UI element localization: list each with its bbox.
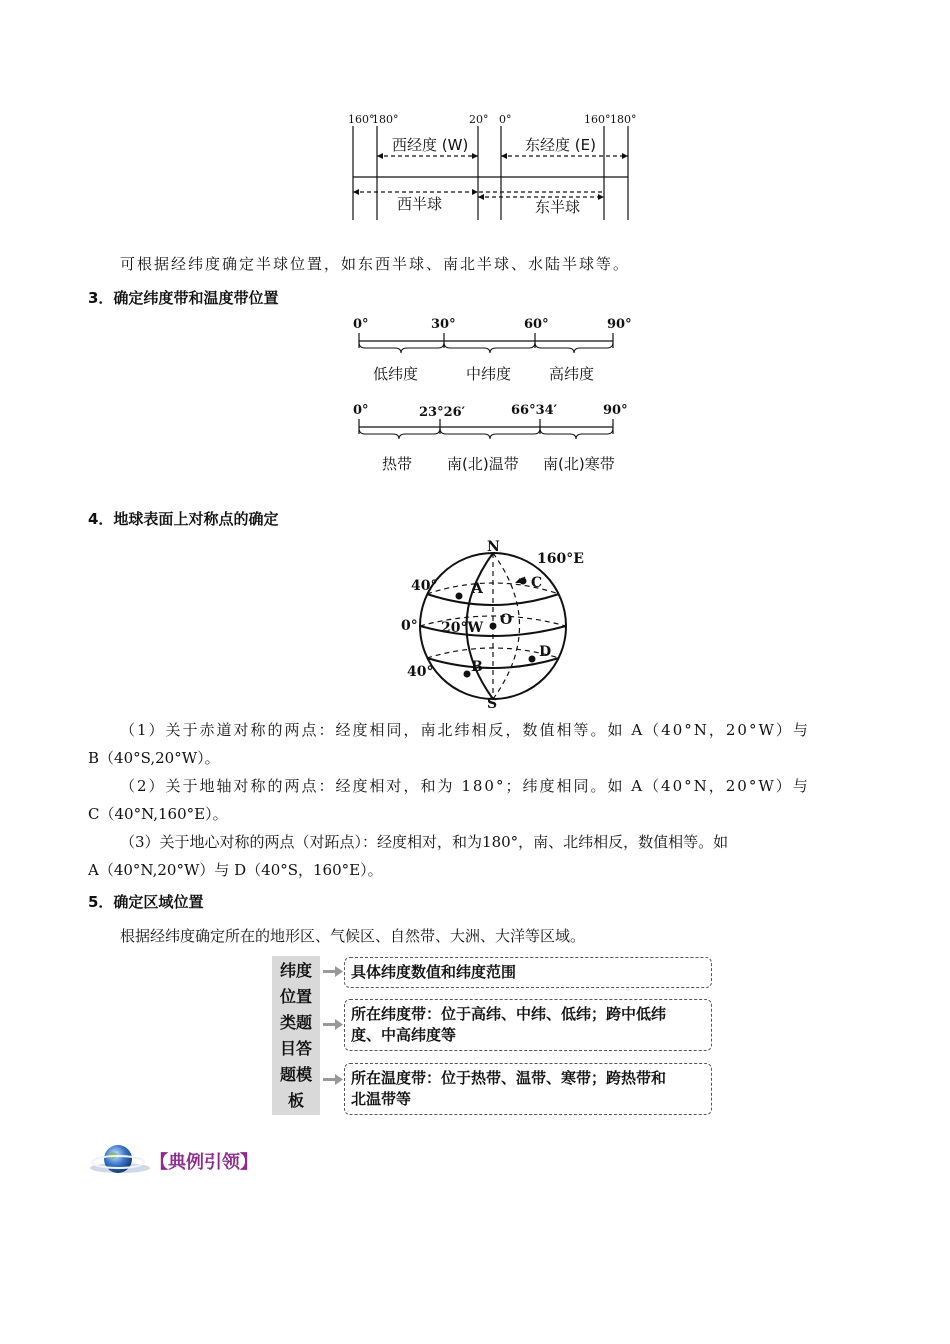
west-longitude-label: 西经度 (W) [392,136,469,154]
symmetry-axis-line1: （2）关于地轴对称的两点：经度相对，和为 180°；纬度相同。如 A（40°N，20°W）与 [120,777,810,795]
temp-tick-90: 90° [603,403,628,418]
template-box2-line1: 所在纬度带：位于高纬、中纬、低纬；跨中低纬 [351,1005,667,1023]
deg-20: 20° [469,113,489,126]
template-box1-text: 具体纬度数值和纬度范围 [351,963,517,981]
deg-180-right: 180° [610,113,637,126]
paragraph-region: 根据经纬度确定所在的地形区、气候区、自然带、大洲、大洋等区域。 [120,927,586,945]
lat-40n-label: 40° [411,578,438,594]
arrow-to-box2-head [335,1019,343,1030]
north-pole-label: N [487,539,500,555]
temp-tick-0: 0° [353,403,369,418]
tropic-zone-label: 热带 [382,455,413,473]
point-c-label: C [531,575,543,591]
lat-40s-label: 40° [407,664,434,680]
center-o-label: O [500,612,513,628]
template-title-line: 题模 [279,1065,312,1084]
lat-tick-30: 30° [431,317,456,332]
east-longitude-label: 东经度 (E) [525,136,596,154]
heading-section-4: 4．地球表面上对称点的确定 [88,510,279,528]
equator-label: 0° [401,618,418,634]
answer-template-title [272,956,320,1115]
template-title-line: 位置 [279,987,312,1006]
temperate-zone-label: 南(北)温带 [447,455,519,473]
deg-160-left: 160° [348,113,375,126]
arrow-to-box3-head [335,1074,343,1085]
template-box-temperature-zone [344,1063,712,1115]
template-title-line: 纬度 [279,961,312,980]
heading-section-3: 3．确定纬度带和温度带位置 [88,289,279,307]
south-pole-label: S [487,696,498,708]
symmetry-equator-line1: （1）关于赤道对称的两点：经度相同，南北纬相反，数值相等。如 A（40°N，20°W）与 [120,721,810,739]
lon-160e-label: 160°E [537,551,584,567]
latitude-zones-diagram [345,310,645,390]
heading-section-5: 5．确定区域位置 [88,893,204,911]
temperature-zones-diagram [345,396,645,478]
template-box2-line2: 度、中高纬度等 [351,1026,457,1044]
hemisphere-diagram [340,108,640,224]
frigid-zone-label: 南(北)寒带 [543,455,615,473]
lat-tick-90: 90° [607,317,632,332]
point-d-label: D [539,644,552,660]
west-hemisphere-label: 西半球 [397,195,443,213]
temp-tick-66-34: 66°34′ [511,403,558,418]
symmetry-axis-line2: C（40°N,160°E）。 [88,805,228,823]
symmetry-center-line1: （3）关于地心对称的两点（对跖点）：经度相对，和为180°，南、北纬相反，数值相等。如 [120,833,729,851]
east-hemisphere-label: 东半球 [535,198,581,216]
arrow-to-box1-head [335,966,343,977]
temp-tick-23-26: 23°26′ [419,405,466,420]
point-a-label: A [472,581,483,597]
globe-diagram [395,536,595,708]
high-latitude-label: 高纬度 [549,365,595,383]
deg-160-right: 160° [584,113,611,126]
arrow-to-box1-shaft [323,970,337,973]
template-box-latitude-zone [344,999,712,1051]
lat-tick-0: 0° [353,317,369,332]
deg-0: 0° [499,113,512,126]
template-box-latitude-value [344,957,712,988]
paragraph-hemisphere: 可根据经纬度确定半球位置，如东西半球、南北半球、水陆半球等。 [120,255,631,273]
symmetry-center-line2: A（40°N,20°W）与 D（40°S，160°E）。 [88,861,383,879]
arrow-to-box3-shaft [323,1078,337,1081]
symmetry-equator-line2: B（40°S,20°W）。 [88,749,220,767]
lon-20w-label: 20°W [441,620,484,636]
template-title-line: 目答 [279,1039,312,1058]
lat-tick-60: 60° [524,317,549,332]
template-box3-line1: 所在温度带：位于热带、温带、寒带；跨热带和 [351,1069,667,1087]
mid-latitude-label: 中纬度 [466,365,512,383]
template-title-line: 板 [287,1091,304,1110]
arrow-to-box2-shaft [323,1023,337,1026]
template-title-line: 类题 [279,1013,312,1032]
low-latitude-label: 低纬度 [373,365,419,383]
point-b-label: B [471,659,483,675]
deg-180-left: 180° [372,113,399,126]
template-arrows [321,960,345,1090]
template-box3-line2: 北温带等 [351,1090,412,1108]
globe-logo-icon [88,1140,152,1180]
typical-example-heading: 【典例引领】 [150,1152,258,1173]
